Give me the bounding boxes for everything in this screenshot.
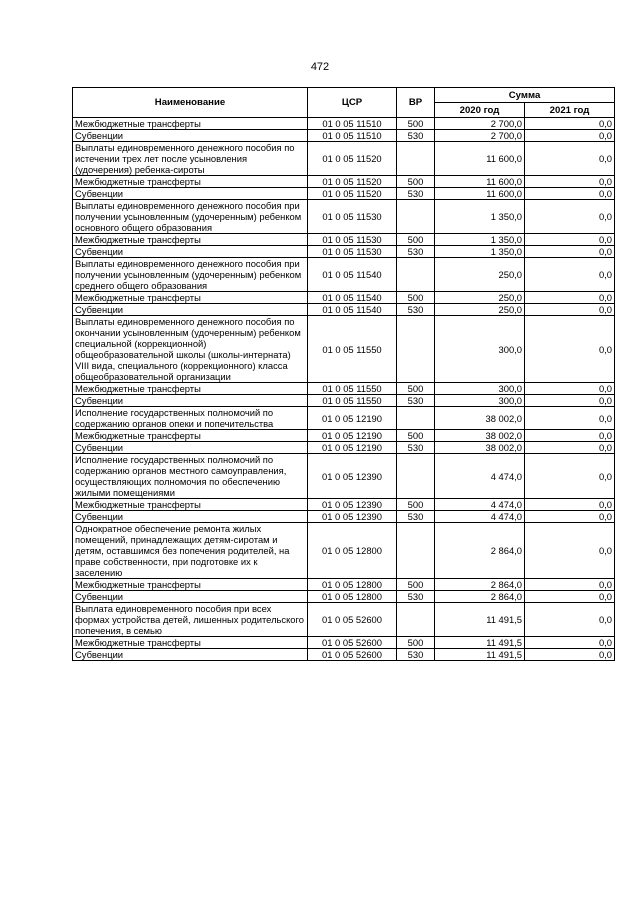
row-sum-2020: 11 600,0 [435, 142, 525, 176]
table-row [73, 246, 615, 258]
row-vr-code: 530 [397, 395, 435, 407]
row-vr-code: 530 [397, 442, 435, 454]
row-csr-code: 01 0 05 11530 [308, 234, 397, 246]
row-vr-code: 500 [397, 499, 435, 511]
row-name: Межбюджетные трансферты [73, 579, 308, 591]
row-sum-2020: 4 474,0 [435, 511, 525, 523]
row-csr-code: 01 0 05 11540 [308, 292, 397, 304]
table-row [73, 258, 615, 292]
row-sum-2020: 1 350,0 [435, 234, 525, 246]
row-vr-code: 530 [397, 591, 435, 603]
row-csr-code: 01 0 05 12190 [308, 430, 397, 442]
row-sum-2021: 0,0 [525, 118, 615, 130]
row-csr-code: 01 0 05 11520 [308, 176, 397, 188]
row-csr-code: 01 0 05 11520 [308, 188, 397, 200]
row-vr-code: 530 [397, 130, 435, 142]
row-vr-code: 500 [397, 383, 435, 395]
row-sum-2020: 38 002,0 [435, 442, 525, 454]
table-row [73, 591, 615, 603]
row-csr-code: 01 0 05 12390 [308, 454, 397, 499]
table-row [73, 454, 615, 499]
row-name: Субвенции [73, 304, 308, 316]
row-name: Межбюджетные трансферты [73, 292, 308, 304]
row-sum-2021: 0,0 [525, 142, 615, 176]
row-sum-2021: 0,0 [525, 188, 615, 200]
row-sum-2021: 0,0 [525, 200, 615, 234]
row-sum-2020: 1 350,0 [435, 200, 525, 234]
row-sum-2020: 11 491,5 [435, 637, 525, 649]
header-sum: Сумма [435, 88, 615, 103]
row-sum-2021: 0,0 [525, 637, 615, 649]
row-sum-2021: 0,0 [525, 292, 615, 304]
table-row [73, 292, 615, 304]
header-name: Наименование [73, 88, 308, 118]
row-sum-2021: 0,0 [525, 430, 615, 442]
row-sum-2020: 2 864,0 [435, 579, 525, 591]
row-vr-code: 500 [397, 176, 435, 188]
row-sum-2020: 11 491,5 [435, 649, 525, 661]
row-sum-2021: 0,0 [525, 176, 615, 188]
row-name: Межбюджетные трансферты [73, 234, 308, 246]
row-sum-2020: 11 600,0 [435, 176, 525, 188]
row-sum-2020: 300,0 [435, 395, 525, 407]
row-csr-code: 01 0 05 11540 [308, 304, 397, 316]
row-csr-code: 01 0 05 11510 [308, 130, 397, 142]
header-vr: ВР [397, 88, 435, 118]
row-name: Межбюджетные трансферты [73, 499, 308, 511]
row-name: Межбюджетные трансферты [73, 118, 308, 130]
row-sum-2021: 0,0 [525, 234, 615, 246]
table-row [73, 407, 615, 430]
table-row [73, 579, 615, 591]
table-body [73, 118, 615, 661]
row-csr-code: 01 0 05 52600 [308, 649, 397, 661]
table-row [73, 430, 615, 442]
row-sum-2020: 250,0 [435, 304, 525, 316]
row-vr-code: 500 [397, 430, 435, 442]
table-row [73, 130, 615, 142]
row-vr-code: 530 [397, 511, 435, 523]
row-csr-code: 01 0 05 12190 [308, 442, 397, 454]
budget-table [72, 87, 615, 661]
row-sum-2020: 38 002,0 [435, 430, 525, 442]
row-sum-2020: 2 700,0 [435, 118, 525, 130]
row-name: Субвенции [73, 395, 308, 407]
table-header [73, 88, 615, 118]
row-sum-2020: 4 474,0 [435, 499, 525, 511]
row-sum-2020: 2 864,0 [435, 591, 525, 603]
row-name: Субвенции [73, 188, 308, 200]
row-sum-2020: 1 350,0 [435, 246, 525, 258]
row-sum-2021: 0,0 [525, 395, 615, 407]
row-csr-code: 01 0 05 12800 [308, 579, 397, 591]
row-sum-2020: 2 864,0 [435, 523, 525, 579]
row-csr-code: 01 0 05 11530 [308, 200, 397, 234]
row-vr-code [397, 603, 435, 637]
row-vr-code [397, 454, 435, 499]
row-vr-code: 530 [397, 246, 435, 258]
row-name: Выплаты единовременного денежного пособия по истечении трех лет после усыновления (удочерения) ребенка-сироты [73, 142, 308, 176]
row-sum-2021: 0,0 [525, 130, 615, 142]
table-row [73, 188, 615, 200]
row-name: Выплаты единовременного денежного пособия при получении усыновленным (удочеренным) ребенком среднего общего образования [73, 258, 308, 292]
table-row [73, 118, 615, 130]
row-csr-code: 01 0 05 11550 [308, 395, 397, 407]
row-csr-code: 01 0 05 12800 [308, 523, 397, 579]
row-csr-code: 01 0 05 11550 [308, 316, 397, 383]
row-sum-2021: 0,0 [525, 304, 615, 316]
table-row [73, 234, 615, 246]
row-vr-code [397, 142, 435, 176]
table-row [73, 383, 615, 395]
row-sum-2021: 0,0 [525, 591, 615, 603]
header-csr: ЦСР [308, 88, 397, 118]
row-name: Однократное обеспечение ремонта жилых помещений, принадлежащих детям-сиротам и детям, оставшимся без попечения родителей, на праве собственности, при подготовке их к заселению [73, 523, 308, 579]
row-csr-code: 01 0 05 12800 [308, 591, 397, 603]
row-sum-2021: 0,0 [525, 603, 615, 637]
row-name: Межбюджетные трансферты [73, 637, 308, 649]
row-sum-2020: 300,0 [435, 316, 525, 383]
row-vr-code: 500 [397, 579, 435, 591]
row-vr-code: 530 [397, 304, 435, 316]
table-row [73, 523, 615, 579]
row-name: Субвенции [73, 246, 308, 258]
row-csr-code: 01 0 05 52600 [308, 637, 397, 649]
row-name: Субвенции [73, 649, 308, 661]
row-csr-code: 01 0 05 11520 [308, 142, 397, 176]
row-csr-code: 01 0 05 52600 [308, 603, 397, 637]
row-csr-code: 01 0 05 12390 [308, 499, 397, 511]
row-vr-code: 500 [397, 637, 435, 649]
row-csr-code: 01 0 05 11510 [308, 118, 397, 130]
row-csr-code: 01 0 05 12390 [308, 511, 397, 523]
table-row [73, 649, 615, 661]
row-sum-2020: 11 491,5 [435, 603, 525, 637]
row-vr-code [397, 523, 435, 579]
row-sum-2021: 0,0 [525, 579, 615, 591]
page-number: 472 [310, 61, 330, 73]
table-row [73, 200, 615, 234]
row-name: Межбюджетные трансферты [73, 383, 308, 395]
row-sum-2021: 0,0 [525, 316, 615, 383]
row-vr-code: 530 [397, 649, 435, 661]
table-row [73, 304, 615, 316]
row-vr-code: 530 [397, 188, 435, 200]
table-row [73, 511, 615, 523]
row-sum-2020: 250,0 [435, 258, 525, 292]
row-sum-2021: 0,0 [525, 511, 615, 523]
row-sum-2021: 0,0 [525, 649, 615, 661]
row-csr-code: 01 0 05 11540 [308, 258, 397, 292]
table-row [73, 176, 615, 188]
row-sum-2021: 0,0 [525, 523, 615, 579]
row-csr-code: 01 0 05 11550 [308, 383, 397, 395]
row-sum-2020: 250,0 [435, 292, 525, 304]
row-vr-code: 500 [397, 292, 435, 304]
row-vr-code [397, 316, 435, 383]
row-sum-2021: 0,0 [525, 246, 615, 258]
row-vr-code [397, 407, 435, 430]
row-name: Межбюджетные трансферты [73, 430, 308, 442]
row-vr-code: 500 [397, 234, 435, 246]
row-sum-2020: 4 474,0 [435, 454, 525, 499]
row-name: Исполнение государственных полномочий по содержанию органов местного самоуправления, осуществляющих полномочия по обеспечению жилыми помещениями [73, 454, 308, 499]
table-row [73, 499, 615, 511]
row-name: Исполнение государственных полномочий по содержанию органов опеки и попечительства [73, 407, 308, 430]
row-name: Субвенции [73, 130, 308, 142]
header-year-2021: 2021 год [525, 103, 615, 118]
row-name: Выплаты единовременного денежного пособия по окончании усыновленным (удочеренным) ребенком специальной (коррекционной) общеобразовательной школы (школы-интерната) VIII вида, специального (коррекционного) класса общеобразовательной организации [73, 316, 308, 383]
row-sum-2021: 0,0 [525, 407, 615, 430]
row-sum-2020: 11 600,0 [435, 188, 525, 200]
row-csr-code: 01 0 05 12190 [308, 407, 397, 430]
row-sum-2021: 0,0 [525, 499, 615, 511]
row-name: Субвенции [73, 591, 308, 603]
table-row [73, 637, 615, 649]
table-row [73, 316, 615, 383]
table-row [73, 395, 615, 407]
row-sum-2020: 2 700,0 [435, 130, 525, 142]
table-row [73, 142, 615, 176]
header-year-2020: 2020 год [435, 103, 525, 118]
row-csr-code: 01 0 05 11530 [308, 246, 397, 258]
table-row [73, 603, 615, 637]
row-sum-2021: 0,0 [525, 258, 615, 292]
row-sum-2020: 38 002,0 [435, 407, 525, 430]
row-sum-2020: 300,0 [435, 383, 525, 395]
row-name: Выплата единовременного пособия при всех формах устройства детей, лишенных родительского попечения, в семью [73, 603, 308, 637]
row-vr-code: 500 [397, 118, 435, 130]
table-row [73, 442, 615, 454]
row-name: Выплаты единовременного денежного пособия при получении усыновленным (удочеренным) ребенком основного общего образования [73, 200, 308, 234]
row-vr-code [397, 258, 435, 292]
row-vr-code [397, 200, 435, 234]
row-sum-2021: 0,0 [525, 442, 615, 454]
row-name: Субвенции [73, 442, 308, 454]
row-name: Межбюджетные трансферты [73, 176, 308, 188]
row-name: Субвенции [73, 511, 308, 523]
row-sum-2021: 0,0 [525, 383, 615, 395]
row-sum-2021: 0,0 [525, 454, 615, 499]
